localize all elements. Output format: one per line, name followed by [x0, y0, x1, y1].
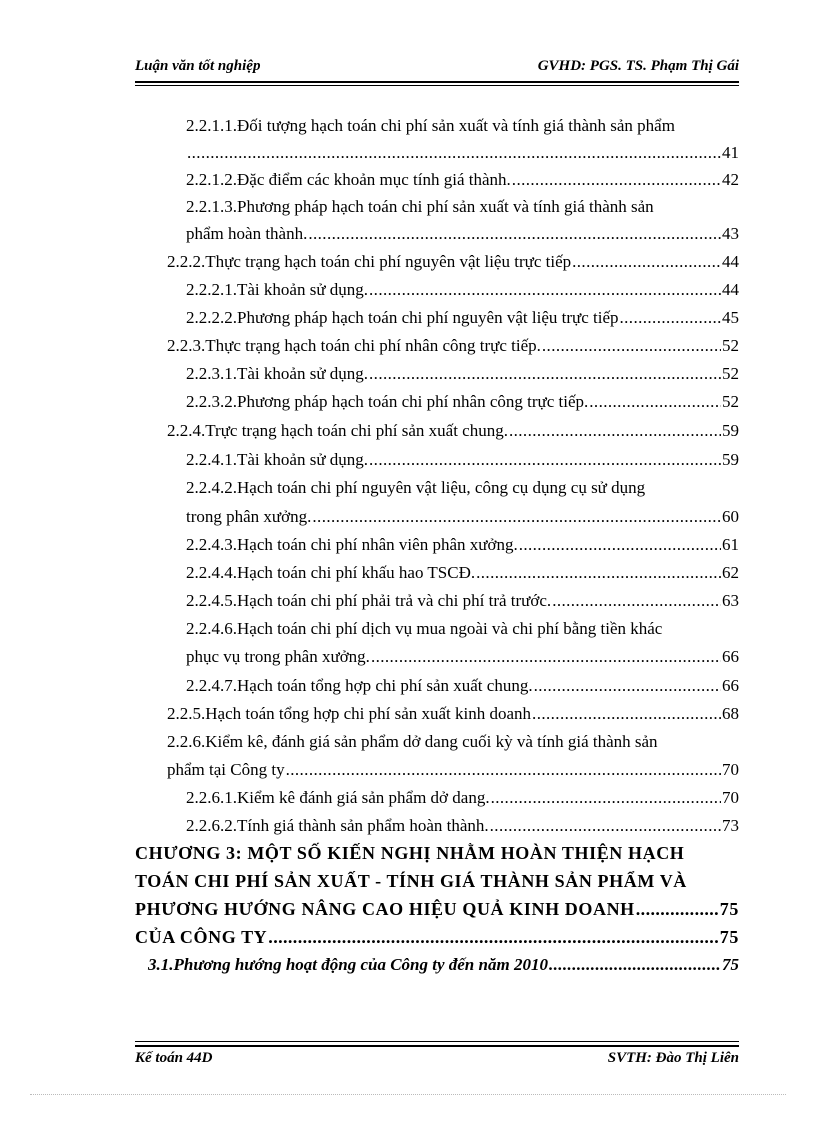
toc-entry-text: 2.2.4.2.Hạch toán chi phí nguyên vật liệu, công cụ dụng cụ sử dụng [186, 478, 646, 497]
toc-entry [186, 392, 739, 416]
toc-chapter-heading [135, 927, 739, 951]
toc-entry-text: 2.2.6.Kiểm kê, đánh giá sản phẩm dở dang cuối kỳ và tính giá thành sản [167, 732, 658, 751]
toc-entry-text: 2.2.6.2.Tính giá thành sản phẩm hoàn thành. [186, 816, 489, 835]
toc-leader [268, 927, 719, 948]
toc-entry [186, 143, 739, 167]
header-advisor: GVHD: PGS. TS. Phạm Thị Gái [537, 58, 739, 74]
toc-entry-text: 2.2.2.Thực trạng hạch toán chi phí nguyên vật liệu trực tiếp [167, 252, 572, 271]
toc-entry-text: 2.2.2.1.Tài khoản sử dụng. [186, 280, 369, 299]
toc-entry-text: phục vụ trong phân xưởng. [186, 647, 370, 666]
toc-leader [371, 647, 721, 667]
toc-entry [186, 647, 739, 671]
toc-page-number: 43 [722, 224, 739, 243]
toc-page-number: 52 [722, 392, 739, 411]
toc-page-number: 45 [722, 308, 739, 327]
toc-entry [167, 704, 739, 728]
toc-entry-text: 2.2.4.6.Hạch toán chi phí dịch vụ mua ngoài và chi phí bằng tiền khác [186, 619, 663, 638]
toc-leader [542, 336, 721, 356]
toc-page-number: 42 [722, 170, 739, 189]
toc-leader [308, 224, 721, 244]
toc-entry [186, 619, 739, 643]
toc-leader [532, 704, 721, 724]
toc-entry-text: CỦA CÔNG TY [135, 927, 268, 947]
toc-leader [620, 308, 722, 328]
header-rule-thin [135, 85, 739, 86]
toc-entry-text: 2.2.4.4.Hạch toán chi phí khấu hao TSCĐ. [186, 563, 476, 582]
toc-page-number: 68 [722, 704, 739, 723]
toc-leader [636, 899, 719, 920]
toc-page-number: 44 [722, 280, 739, 299]
toc-entry-text: TOÁN CHI PHÍ SẢN XUẤT - TÍNH GIÁ THÀNH SẢN PHẨM VÀ [135, 871, 687, 891]
toc-entry [186, 563, 739, 587]
toc-entry-text: 2.2.5.Hạch toán tổng hợp chi phí sản xuất kinh doanh [167, 704, 532, 723]
toc-leader [369, 450, 721, 470]
toc-leader [572, 252, 721, 272]
toc-entry [186, 816, 739, 840]
toc-page-number: 75 [719, 899, 739, 919]
header-rule [135, 81, 739, 83]
toc-page-number: 70 [722, 788, 739, 807]
page-bottom-divider [30, 1094, 786, 1095]
toc-entry-text: 2.2.4.1.Tài khoản sử dụng. [186, 450, 369, 469]
toc-page-number: 73 [722, 816, 739, 835]
toc-entry [167, 732, 739, 756]
toc-entry [167, 252, 739, 276]
toc-entry-text: 2.2.1.1.Đối tượng hạch toán chi phí sản xuất và tính giá thành sản phẩm [186, 116, 675, 135]
toc-page-number: 63 [722, 591, 739, 610]
toc-leader [519, 535, 721, 555]
toc-entry-text: PHƯƠNG HƯỚNG NÂNG CAO HIỆU QUẢ KINH DOANH [135, 899, 635, 919]
toc-chapter-heading [135, 899, 739, 923]
toc-page-number: 52 [722, 336, 739, 355]
toc-entry [186, 450, 739, 474]
toc-page-number: 60 [722, 507, 739, 526]
toc-page-number: 59 [722, 450, 739, 469]
toc-leader [490, 816, 721, 836]
toc-leader [549, 955, 721, 975]
toc-entry [167, 760, 739, 784]
toc-leader [187, 143, 721, 163]
toc-page-number: 52 [722, 364, 739, 383]
toc-leader [509, 421, 721, 441]
toc-entry-text: CHƯƠNG 3: MỘT SỐ KIẾN NGHỊ NHẰM HOÀN THIỆN HẠCH [135, 843, 685, 863]
toc-leader [312, 507, 721, 527]
toc-entry-text: 2.2.1.2.Đặc điểm các khoản mục tính giá thành. [186, 170, 511, 189]
toc-entry [167, 421, 739, 445]
toc-page-number: 75 [722, 955, 739, 974]
toc-entry [186, 507, 739, 531]
toc-entry [186, 478, 739, 502]
toc-entry [186, 591, 739, 615]
toc-entry-text: 2.2.4.7.Hạch toán tổng hợp chi phí sản xuất chung. [186, 676, 533, 695]
toc-page-number: 44 [722, 252, 739, 271]
toc-page-number: 66 [722, 676, 739, 695]
toc-page-number: 59 [722, 421, 739, 440]
toc-entry-text: phẩm tại Công ty [167, 760, 285, 779]
toc-entry [186, 197, 739, 221]
footer-student-name: SVTH: Đào Thị Liên [607, 1050, 739, 1066]
toc-entry-text: 2.2.3.Thực trạng hạch toán chi phí nhân công trực tiếp. [167, 336, 541, 355]
toc-entry [186, 308, 739, 332]
toc-entry [186, 364, 739, 388]
toc-entry-text: 2.2.2.2.Phương pháp hạch toán chi phí nguyên vật liệu trực tiếp [186, 308, 619, 327]
toc-entry-text: 2.2.1.3.Phương pháp hạch toán chi phí sản xuất và tính giá thành sản [186, 197, 654, 216]
toc-leader [552, 591, 721, 611]
toc-chapter-heading [135, 843, 739, 867]
toc-entry-text: trong phân xưởng. [186, 507, 312, 526]
toc-page-number: 75 [719, 927, 739, 947]
page-footer [135, 1050, 739, 1072]
toc-entry [186, 116, 739, 140]
toc-leader [589, 392, 721, 412]
toc-leader [369, 364, 721, 384]
toc-entry [186, 280, 739, 304]
toc-entry-text: 3.1.Phương hướng hoạt động của Công ty đến năm 2010 [148, 955, 548, 974]
toc-entry-text: 2.2.3.1.Tài khoản sử dụng. [186, 364, 369, 383]
toc-entry [186, 676, 739, 700]
toc-entry [167, 336, 739, 360]
toc-entry [186, 170, 739, 194]
toc-leader [512, 170, 721, 190]
toc-chapter-heading [135, 871, 739, 895]
toc-page-number: 41 [722, 143, 739, 162]
toc-entry [186, 535, 739, 559]
toc-leader [369, 280, 721, 300]
toc-entry [186, 224, 739, 248]
toc-entry-text: 2.2.4.5.Hạch toán chi phí phải trả và chi phí trả trước. [186, 591, 552, 610]
toc-leader [491, 788, 721, 808]
toc-entry-text: phẩm hoàn thành. [186, 224, 308, 243]
toc-leader [286, 760, 721, 780]
toc-section-heading [148, 955, 739, 979]
page-header [135, 54, 739, 78]
toc-entry-text: 2.2.3.2.Phương pháp hạch toán chi phí nhân công trực tiếp. [186, 392, 589, 411]
header-thesis-label: Luận văn tốt nghiệp [135, 58, 261, 74]
toc-page-number: 62 [722, 563, 739, 582]
toc-entry [186, 788, 739, 812]
toc-page-number: 61 [722, 535, 739, 554]
toc-entry-text: 2.2.4.Trực trạng hạch toán chi phí sản xuất chung. [167, 421, 508, 440]
footer-rule-thin [135, 1041, 739, 1042]
toc-page-number: 66 [722, 647, 739, 666]
toc-entry-text: 2.2.4.3.Hạch toán chi phí nhân viên phân xưởng. [186, 535, 518, 554]
toc-leader [534, 676, 721, 696]
toc-leader [476, 563, 721, 583]
footer-class-label: Kế toán 44D [135, 1050, 213, 1066]
footer-rule [135, 1045, 739, 1047]
toc-page-number: 70 [722, 760, 739, 779]
toc-entry-text: 2.2.6.1.Kiểm kê đánh giá sản phẩm dở dang. [186, 788, 490, 807]
